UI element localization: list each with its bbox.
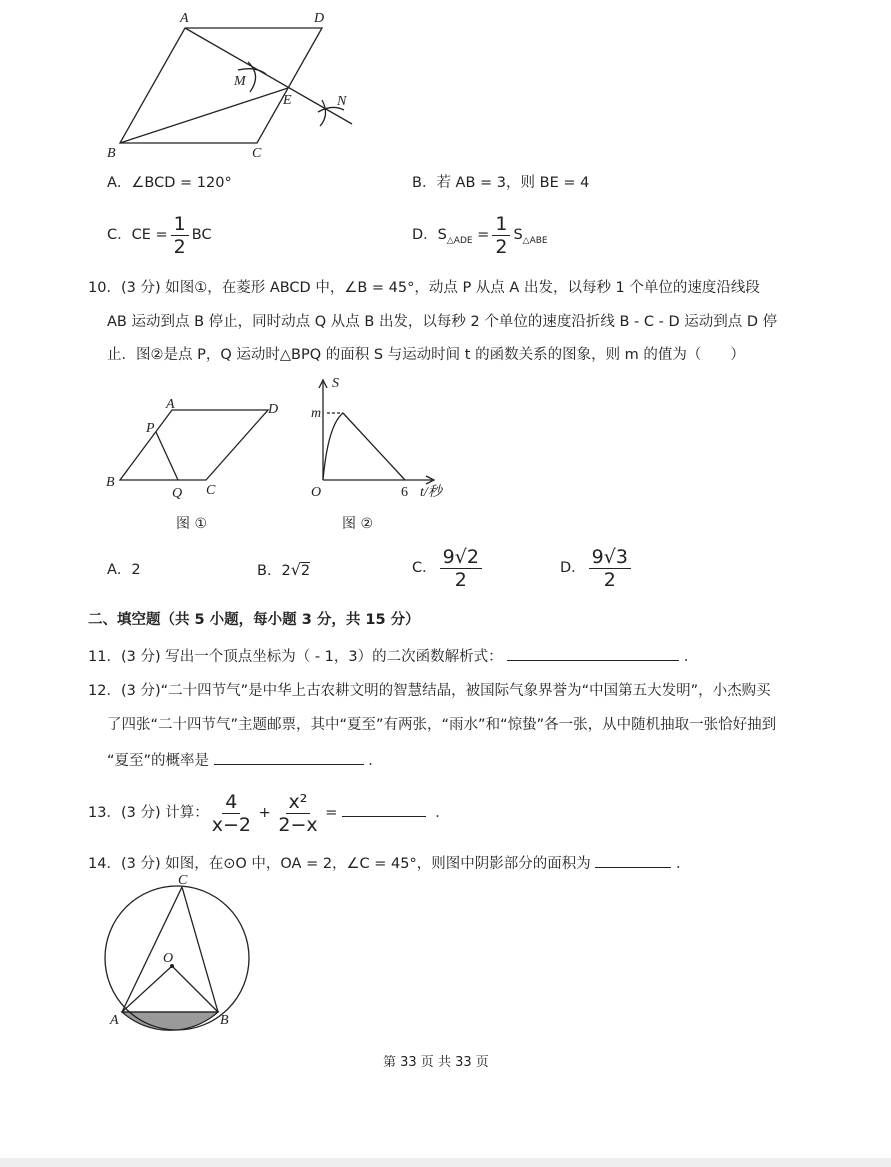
q9-d-prefix: D．S — [412, 227, 447, 243]
fig2-label-6: 6 — [401, 485, 408, 500]
fig2-label-S: S — [332, 376, 339, 391]
q9-c-suffix: BC — [191, 227, 212, 243]
fraction-1 — [212, 791, 251, 836]
label-E: E — [283, 93, 292, 108]
fig1-label-C: C — [206, 483, 216, 498]
fig1-label-P: P — [146, 421, 155, 436]
q10-b-prefix: B．2 — [257, 563, 291, 579]
radicand: 2 — [300, 563, 311, 579]
q13 — [88, 790, 450, 836]
label-D: D — [314, 11, 325, 26]
numerator: x² — [286, 791, 311, 814]
numerator: 1 — [171, 213, 189, 236]
page-footer: 第 33 页 共 33 页 — [383, 1055, 489, 1070]
q9-option-c — [107, 212, 212, 258]
q12-text: “夏至”的概率是 — [107, 753, 210, 769]
q10-line2: AB 运动到点 B 停止，同时动点 Q 从点 B 出发，以每秒 2 个单位的速度沿折线 B - C - D 运动到点 D 停 — [107, 314, 778, 330]
answer-blank[interactable] — [507, 646, 679, 661]
q9-option-b: B．若 AB = 3，则 BE = 4 — [412, 175, 590, 191]
answer-blank[interactable] — [214, 750, 364, 765]
q9-d-s: S — [513, 227, 523, 243]
fraction — [171, 213, 189, 258]
q9-option-d — [412, 212, 548, 264]
fig2-label-m: m — [311, 406, 322, 421]
q12-line3 — [107, 750, 383, 771]
q10-option-c — [412, 545, 485, 591]
figure-rhombus — [120, 410, 268, 480]
numerator: 9√2 — [440, 546, 482, 569]
period: ． — [435, 805, 450, 821]
fig1-label-B: B — [106, 475, 115, 490]
bottom-bar — [0, 1158, 891, 1167]
period: ． — [675, 856, 691, 872]
denominator: 2 — [454, 568, 467, 591]
fig2-label-t: t/秒 — [420, 485, 442, 500]
period: ． — [368, 753, 383, 769]
numerator: 1 — [492, 213, 510, 236]
section-heading: 二、填空题（共 5 小题，每小题 3 分，共 15 分） — [88, 612, 420, 628]
q11-text: 11．(3 分) 写出一个顶点坐标为（ - 1，3）的二次函数解析式： — [88, 649, 503, 665]
q12-line1: 12．(3 分)“二十四节气”是中华上古农耕文明的智慧结晶，被国际气象界誉为“中国第五大发明”，小杰购买 — [88, 683, 771, 699]
fig2-label-O: O — [311, 485, 322, 500]
fraction-2 — [278, 791, 317, 836]
figure-graph — [319, 380, 434, 484]
fig1-label-A: A — [166, 397, 175, 412]
fig1-label-Q: Q — [172, 486, 183, 501]
q10-c-prefix: C． — [412, 560, 437, 576]
q10-option-a: A．2 — [107, 562, 141, 578]
q10-option-d — [560, 545, 634, 591]
plus: + — [258, 805, 271, 821]
equals: = — [325, 805, 338, 821]
answer-blank[interactable] — [342, 802, 426, 817]
denominator: 2−x — [278, 813, 318, 836]
fraction — [492, 213, 510, 258]
q10-option-b — [257, 560, 310, 581]
q13-text: 13．(3 分) 计算： — [88, 805, 209, 821]
fig2-caption: 图 ② — [342, 516, 374, 532]
q9-option-a: A．∠BCD = 120° — [107, 175, 232, 191]
fig14-label-B: B — [220, 1013, 229, 1028]
label-A: A — [180, 11, 189, 26]
subscript: △ABE — [522, 236, 548, 246]
numerator: 4 — [222, 791, 240, 814]
q14-text: 14．(3 分) 如图，在⊙O 中，OA = 2，∠C = 45°，则图中阴影部分的面积为 — [88, 856, 591, 872]
q14 — [88, 853, 690, 874]
period: ． — [683, 649, 699, 665]
fig14-label-O: O — [163, 951, 174, 966]
label-N: N — [337, 94, 347, 109]
q9-c-prefix: C．CE = — [107, 227, 168, 243]
q10-line3: 止．图②是点 P，Q 运动时△BPQ 的面积 S 与运动时间 t 的函数关系的图象，则 m 的值为（ ） — [107, 347, 745, 363]
subscript: △ADE — [446, 236, 473, 246]
q11 — [88, 646, 698, 667]
sqrt-sign: √ — [290, 560, 301, 579]
figure-circle — [105, 886, 249, 1030]
denominator: 2 — [603, 568, 616, 591]
denominator: x−2 — [211, 813, 251, 836]
label-B: B — [107, 146, 116, 161]
denominator: 2 — [495, 235, 508, 258]
fraction — [440, 546, 482, 591]
fig14-label-C: C — [178, 873, 188, 888]
label-M: M — [234, 74, 246, 89]
q10-d-prefix: D． — [560, 560, 586, 576]
fraction — [589, 546, 631, 591]
fig14-label-A: A — [110, 1013, 119, 1028]
denominator: 2 — [173, 235, 186, 258]
label-C: C — [252, 146, 262, 161]
answer-blank[interactable] — [595, 853, 671, 868]
fig1-caption: 图 ① — [176, 516, 208, 532]
q12-line2: 了四张“二十四节气”主题邮票，其中“夏至”有两张，“雨水”和“惊蛰”各一张，从中随机抽取一张恰好抽到 — [107, 717, 777, 733]
numerator: 9√3 — [589, 546, 631, 569]
equals: = — [472, 227, 490, 243]
fig1-label-D: D — [268, 402, 279, 417]
q10-line1: 10．(3 分) 如图①，在菱形 ABCD 中，∠B = 45°，动点 P 从点 A 出发，以每秒 1 个单位的速度沿线段 — [88, 280, 760, 296]
